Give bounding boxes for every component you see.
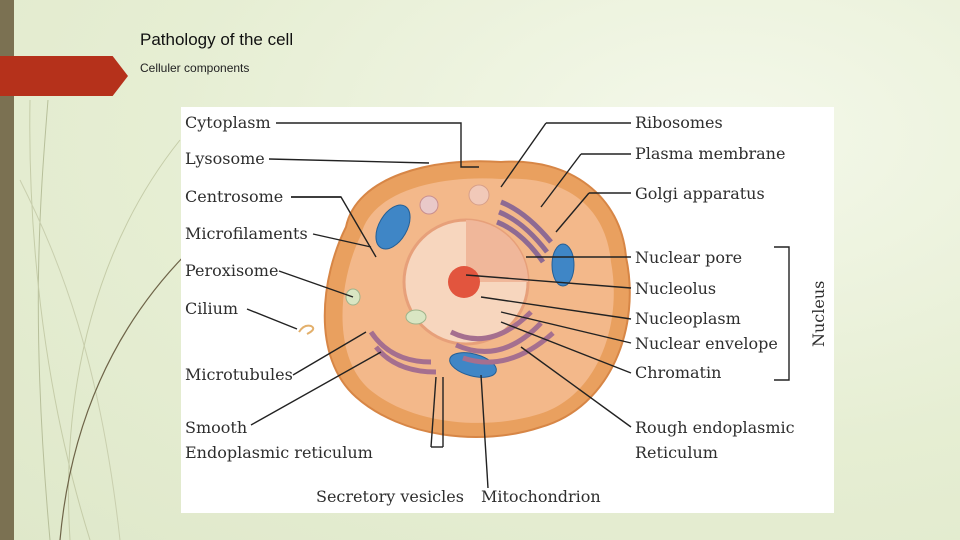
slide-subtitle: Celluler components — [140, 61, 250, 75]
label-centrosome: Centrosome — [185, 187, 284, 206]
label-rough: Rough endoplasmic — [635, 418, 795, 437]
label-lysosome: Lysosome — [185, 149, 265, 168]
label-smooth-er: Endoplasmic reticulum — [185, 443, 373, 462]
label-peroxisome: Peroxisome — [185, 261, 279, 280]
nucleolus-shape — [448, 266, 480, 298]
cell-diagram-svg — [181, 107, 834, 513]
label-cilium: Cilium — [185, 299, 239, 318]
label-microtubules: Microtubules — [185, 365, 293, 384]
label-rough-er: Reticulum — [635, 443, 718, 462]
label-smooth: Smooth — [185, 418, 248, 437]
cilium-shape — [299, 326, 313, 334]
vesicle-shape — [406, 310, 426, 324]
label-nuclear-pore: Nuclear pore — [635, 248, 743, 267]
label-cytoplasm: Cytoplasm — [185, 113, 271, 132]
label-nuclear-envelope: Nuclear envelope — [635, 334, 778, 353]
slide-title: Pathology of the cell — [140, 30, 294, 49]
label-microfilaments: Microfilaments — [185, 224, 308, 243]
label-plasma-membrane: Plasma membrane — [635, 144, 786, 163]
label-ribosomes: Ribosomes — [635, 113, 723, 132]
vesicle-shape — [469, 185, 489, 205]
label-nucleus-group: Nucleus — [809, 280, 828, 347]
mitochondrion-shape — [552, 244, 574, 286]
label-golgi: Golgi apparatus — [635, 184, 765, 203]
cell-diagram — [181, 107, 834, 513]
label-mitochondrion: Mitochondrion — [481, 487, 601, 506]
label-secretory-vesicles: Secretory vesicles — [316, 487, 464, 506]
label-nucleolus: Nucleolus — [635, 279, 717, 298]
title-accent-tab — [0, 56, 128, 96]
lysosome-shape — [420, 196, 438, 214]
label-nucleoplasm: Nucleoplasm — [635, 309, 741, 328]
label-chromatin: Chromatin — [635, 363, 722, 382]
